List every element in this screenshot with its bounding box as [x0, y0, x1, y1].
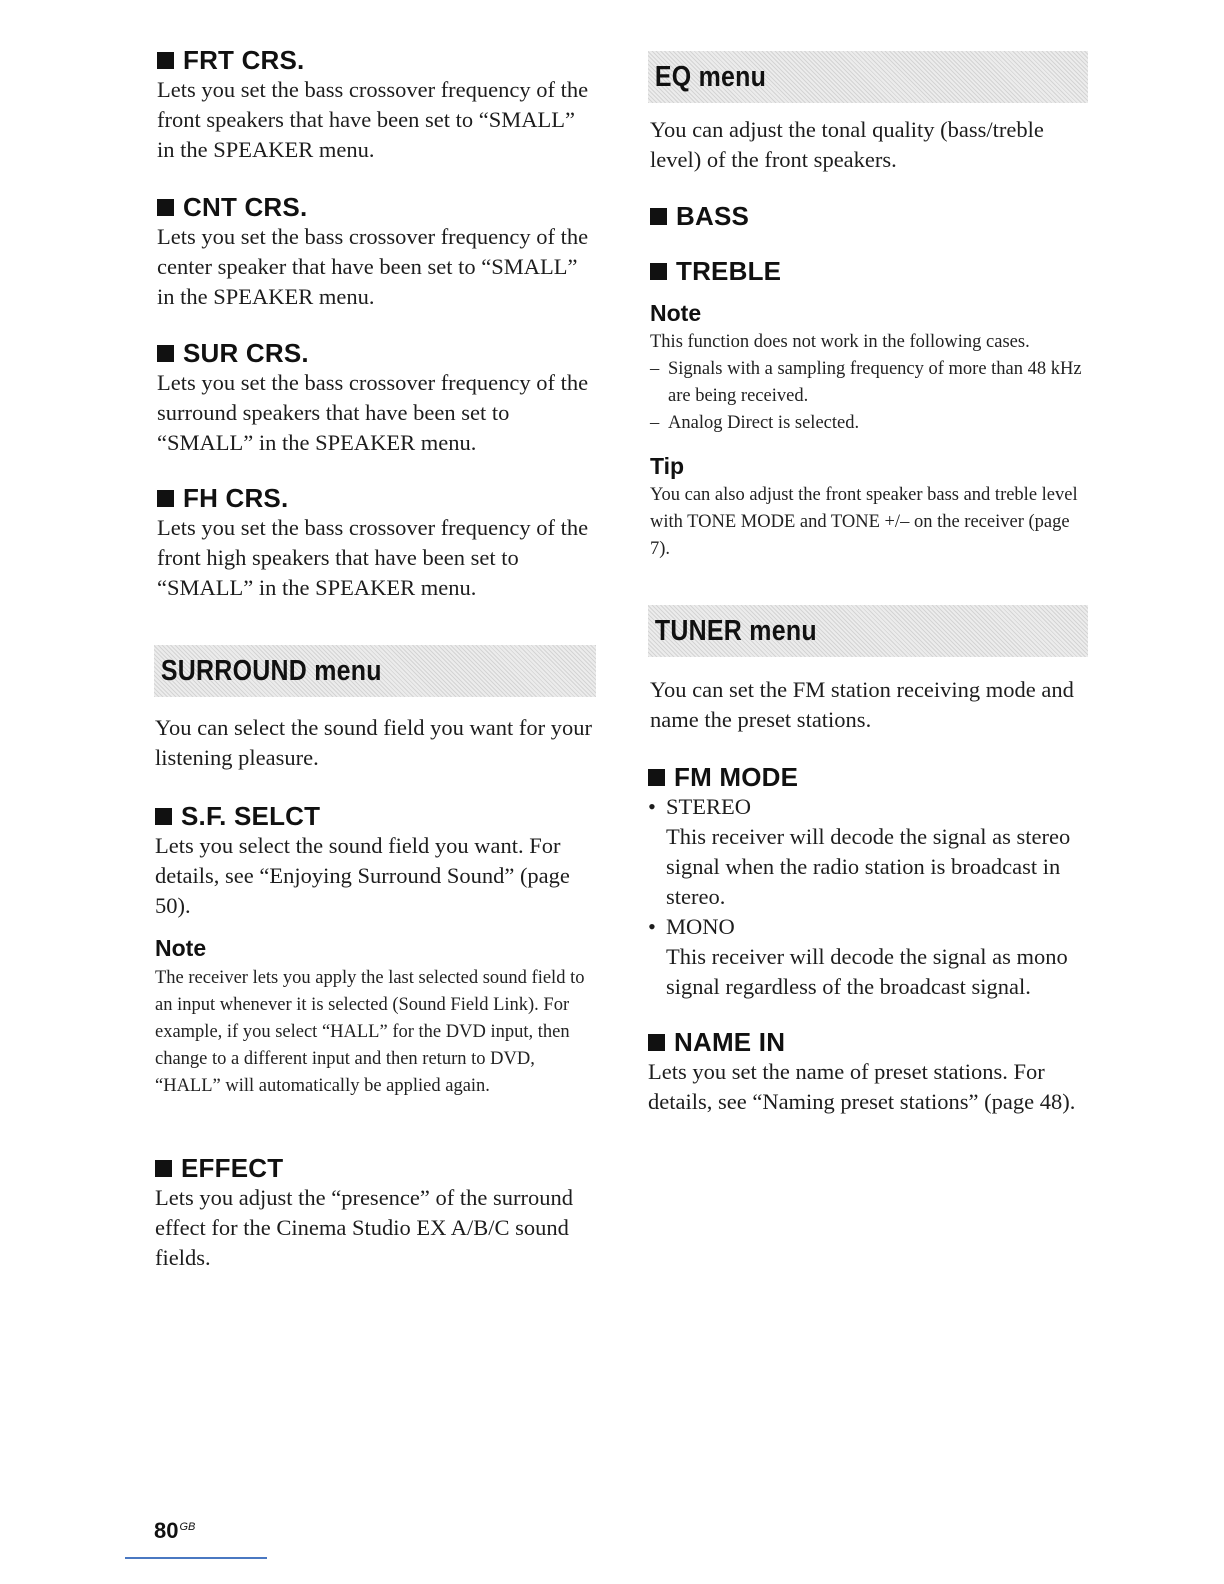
- section-frt-crs: [157, 45, 597, 165]
- square-bullet-icon: [650, 263, 667, 280]
- note-text: The receiver lets you apply the last selected sound field to an input whenever it is selected (Sound Field Link). For example, if you select “HALL” for the DVD input, then change to a different input and then return to DVD, “HALL” will automatically be applied again.: [155, 968, 585, 1096]
- note-list: [650, 356, 1090, 437]
- square-bullet-icon: [157, 490, 174, 507]
- surround-menu-banner: SURROUND menu: [154, 645, 596, 697]
- heading-frt-crs: FRT CRS.: [157, 45, 597, 75]
- text-frt-crs: Lets you set the bass crossover frequency of the front speakers that have been set to “SMALL” in the SPEAKER menu.: [157, 77, 589, 162]
- section-treble: [650, 256, 1090, 286]
- list-item: • MONO This receiver will decode the signal as mono signal regardless of the broadcast signal.: [648, 914, 1068, 999]
- text-sur-crs: Lets you set the bass crossover frequency of the surround speakers that have been set to “SMALL” in the SPEAKER menu.: [157, 370, 589, 455]
- option-label: STEREO: [666, 794, 752, 819]
- section-fm-mode: [648, 762, 1088, 1002]
- heading-sf-selct: S.F. SELCT: [155, 801, 600, 831]
- section-fh-crs: [157, 483, 597, 603]
- section-sf-selct: [155, 801, 600, 921]
- note-heading: Note: [650, 300, 702, 326]
- tip-text: You can also adjust the front speaker bass and treble level with TONE MODE and TONE +/– on the receiver (page 7).: [650, 485, 1078, 559]
- note-text: This function does not work in the following cases.: [650, 332, 1030, 352]
- list-item: – Signals with a sampling frequency of more than 48 kHz are being received.: [650, 356, 1090, 410]
- page-suffix: GB: [179, 1521, 196, 1533]
- square-bullet-icon: [648, 1034, 665, 1051]
- square-bullet-icon: [648, 769, 665, 786]
- list-item: • STEREO This receiver will decode the signal as stereo signal when the radio station is broadcast in stereo.: [648, 794, 1071, 909]
- heading-effect: EFFECT: [155, 1153, 600, 1183]
- footer-divider: [125, 1557, 267, 1559]
- section-effect: [155, 1153, 600, 1273]
- note-left: [155, 934, 600, 1100]
- square-bullet-icon: [650, 208, 667, 225]
- text-sf-selct: Lets you select the sound field you want. For details, see “Enjoying Surround Sound” (page 50).: [155, 833, 570, 918]
- eq-menu-banner: EQ menu: [648, 51, 1088, 103]
- section-bass: [650, 201, 1090, 231]
- option-text: This receiver will decode the signal as stereo signal when the radio station is broadcast in stereo.: [666, 824, 1071, 909]
- list-item: – Analog Direct is selected.: [650, 410, 1090, 437]
- heading-fm-mode: FM MODE: [648, 762, 1088, 792]
- heading-fh-crs: FH CRS.: [157, 483, 597, 513]
- section-name-in: [648, 1027, 1088, 1117]
- heading-sur-crs: SUR CRS.: [157, 338, 597, 368]
- heading-cnt-crs: CNT CRS.: [157, 192, 597, 222]
- option-text: This receiver will decode the signal as mono signal regardless of the broadcast signal.: [666, 944, 1068, 999]
- heading-bass: BASS: [650, 201, 1090, 231]
- note-heading: Note: [155, 935, 207, 961]
- page-number: $80^{GB}$: [154, 1518, 196, 1543]
- note-right: [650, 299, 1090, 437]
- fm-mode-options: [648, 792, 1088, 1002]
- square-bullet-icon: [155, 808, 172, 825]
- text-cnt-crs: Lets you set the bass crossover frequency of the center speaker that have been set to “SMALL” in the SPEAKER menu.: [157, 224, 589, 309]
- section-sur-crs: [157, 338, 597, 458]
- surround-intro: You can select the sound field you want for your listening pleasure.: [155, 715, 593, 770]
- square-bullet-icon: [157, 199, 174, 216]
- square-bullet-icon: [157, 52, 174, 69]
- section-cnt-crs: [157, 192, 597, 312]
- tuner-intro: You can set the FM station receiving mode and name the preset stations.: [650, 677, 1074, 732]
- text-effect: Lets you adjust the “presence” of the surround effect for the Cinema Studio EX A/B/C sound fields.: [155, 1185, 573, 1270]
- tip-right: [650, 452, 1090, 563]
- option-label: MONO: [666, 914, 735, 939]
- eq-intro: You can adjust the tonal quality (bass/treble level) of the front speakers.: [650, 117, 1044, 172]
- heading-treble: TREBLE: [650, 256, 1090, 286]
- text-name-in: Lets you set the name of preset stations. For details, see “Naming preset stations” (page 48).: [648, 1059, 1076, 1114]
- tip-heading: Tip: [650, 453, 685, 479]
- square-bullet-icon: [155, 1160, 172, 1177]
- square-bullet-icon: [157, 345, 174, 362]
- text-fh-crs: Lets you set the bass crossover frequency of the front high speakers that have been set to “SMALL” in the SPEAKER menu.: [157, 515, 589, 600]
- heading-name-in: NAME IN: [648, 1027, 1088, 1057]
- tuner-menu-banner: TUNER menu: [648, 605, 1088, 657]
